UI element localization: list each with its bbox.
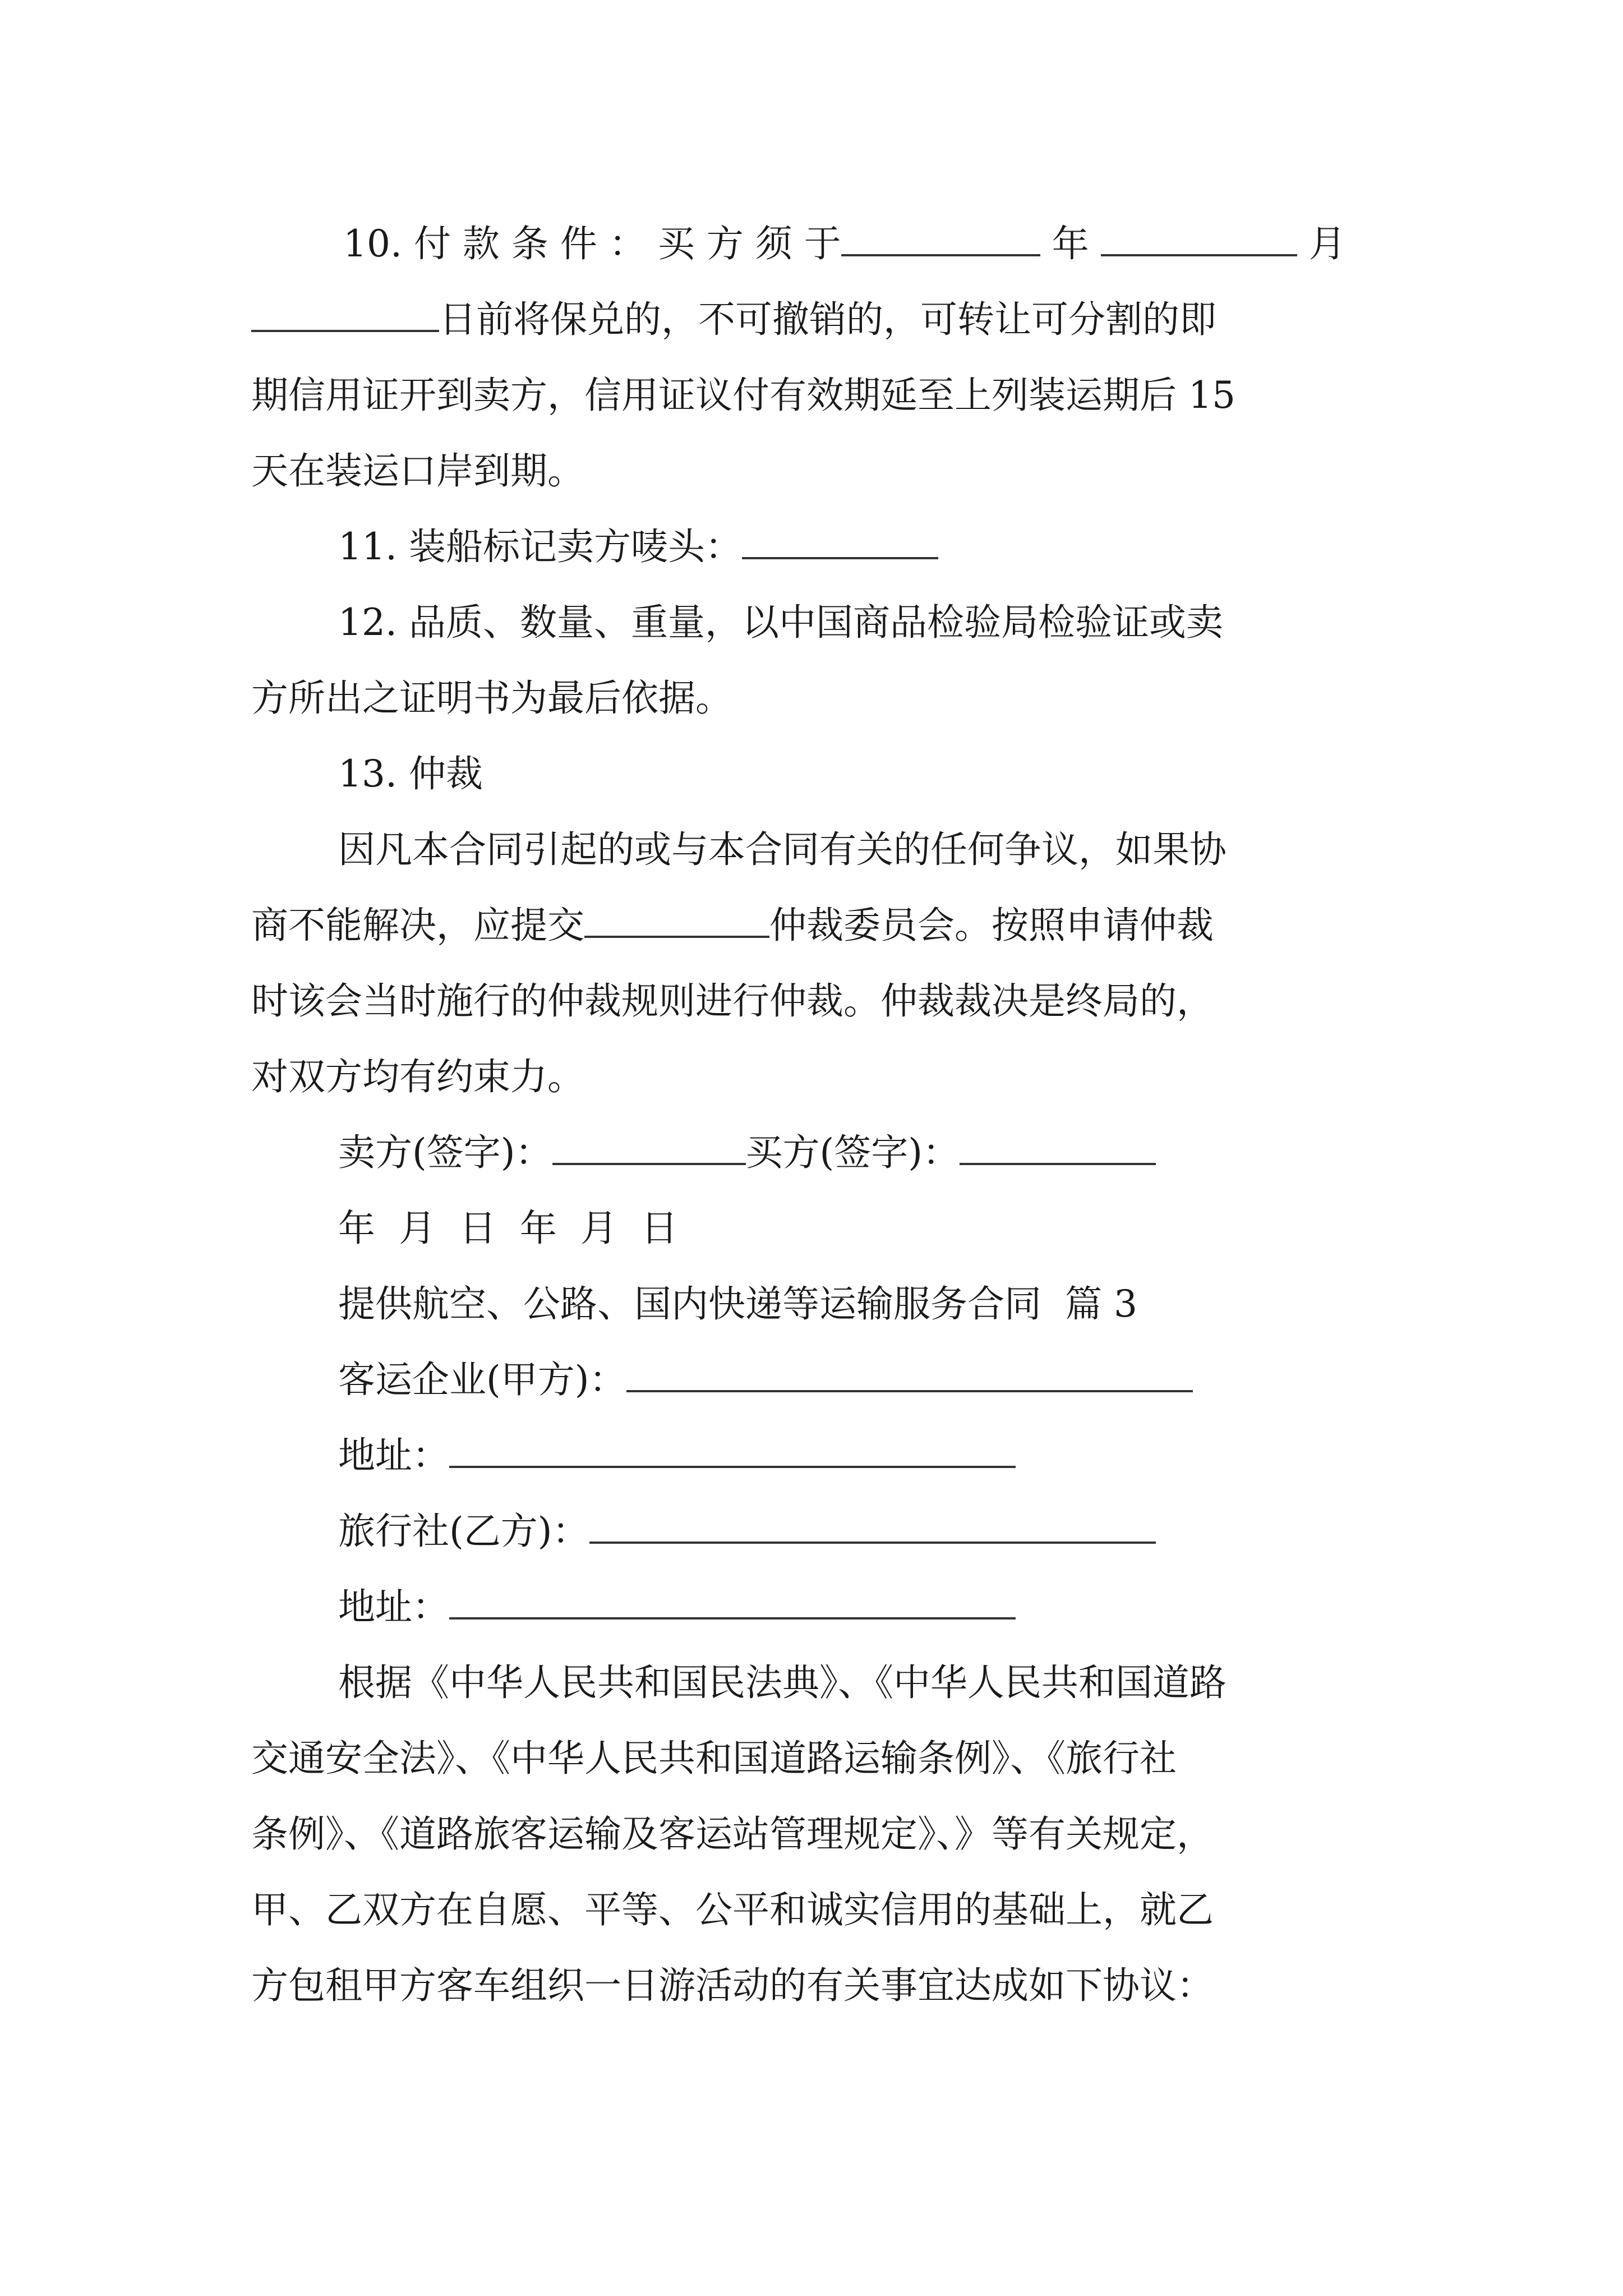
clause-11-text: 11. 装船标记卖方唛头： bbox=[338, 525, 742, 568]
month-label: 月 bbox=[1308, 222, 1346, 265]
address-a-line bbox=[338, 1428, 1016, 1484]
seller-signature-blank[interactable] bbox=[552, 1130, 746, 1165]
clause-10-line-2 bbox=[251, 292, 1216, 348]
clause-12-line-1: 12. 品质、数量、重量，以中国商品检验局检验证或卖 bbox=[338, 601, 1223, 644]
clause-13-text-2a: 商不能解决，应提交 bbox=[251, 904, 584, 947]
month-blank[interactable] bbox=[1101, 221, 1297, 256]
party-b-label: 旅行社(乙方)： bbox=[338, 1510, 589, 1553]
clause-13-line-1: 因凡本合同引起的或与本合同有关的任何争议，如果协 bbox=[338, 828, 1227, 871]
clause-11 bbox=[338, 519, 938, 575]
year-label: 年 bbox=[1052, 222, 1089, 265]
buyer-signature-blank[interactable] bbox=[960, 1130, 1156, 1165]
party-a-label: 客运企业(甲方)： bbox=[338, 1358, 626, 1401]
address-b-label: 地址： bbox=[338, 1585, 449, 1628]
address-b-line bbox=[338, 1579, 1016, 1635]
signature-line bbox=[338, 1125, 1156, 1181]
part-3-body-line-5: 方包租甲方客车组织一日游活动的有关事宜达成如下协议： bbox=[251, 1964, 1214, 2007]
clause-12-line-2: 方所出之证明书为最后依据。 bbox=[251, 677, 732, 720]
party-b-line bbox=[338, 1503, 1156, 1559]
shipping-mark-blank[interactable] bbox=[742, 524, 938, 559]
party-b-blank[interactable] bbox=[589, 1508, 1156, 1544]
part-3-title: 提供航空、公路、国内快递等运输服务合同 篇 3 bbox=[338, 1282, 1137, 1326]
party-a-line bbox=[338, 1352, 1193, 1408]
clause-13-line-3: 时该会当时施行的仲裁规则进行仲裁。仲裁裁决是终局的， bbox=[251, 979, 1214, 1023]
address-b-blank[interactable] bbox=[449, 1584, 1016, 1619]
party-a-blank[interactable] bbox=[626, 1357, 1193, 1392]
clause-10-line-4: 天在装运口岸到期。 bbox=[251, 449, 584, 493]
signature-date-line: 年 月 日 年 月 日 bbox=[338, 1207, 678, 1250]
part-3-body-line-4: 甲、乙双方在自愿、平等、公平和诚实信用的基础上，就乙 bbox=[251, 1888, 1214, 1931]
seller-signature-label: 卖方(签字)： bbox=[338, 1131, 552, 1174]
clause-10-line-1 bbox=[343, 216, 1346, 272]
clause-10-line-3: 期信用证开到卖方，信用证议付有效期延至上列装运期后 15 bbox=[251, 374, 1235, 417]
buyer-signature-label: 买方(签字)： bbox=[745, 1131, 960, 1174]
day-blank[interactable] bbox=[251, 297, 439, 332]
clause-13-line-2 bbox=[251, 898, 1214, 954]
clause-13-text-2b: 仲裁委员会。按照申请仲裁 bbox=[769, 904, 1214, 947]
clause-10-text-2: 日前将保兑的，不可撤销的，可转让可分割的即 bbox=[439, 298, 1216, 341]
address-a-label: 地址： bbox=[338, 1434, 449, 1477]
clause-10-lead: 10. 付 款 条 件 ： 买 方 须 于 bbox=[343, 222, 841, 265]
part-3-body-line-2: 交通安全法》、《中华人民共和国道路运输条例》、《旅行社 bbox=[251, 1737, 1177, 1780]
year-blank[interactable] bbox=[841, 221, 1040, 256]
arbitration-commission-blank[interactable] bbox=[584, 903, 769, 938]
clause-13-title: 13. 仲裁 bbox=[338, 752, 483, 795]
clause-13-line-4: 对双方均有约束力。 bbox=[251, 1055, 584, 1098]
part-3-body-line-3: 条例》、《道路旅客运输及客运站管理规定》、》等有关规定， bbox=[251, 1812, 1214, 1856]
address-a-blank[interactable] bbox=[449, 1433, 1016, 1468]
part-3-body-line-1: 根据《中华人民共和国民法典》、《中华人民共和国道路 bbox=[338, 1661, 1227, 1704]
